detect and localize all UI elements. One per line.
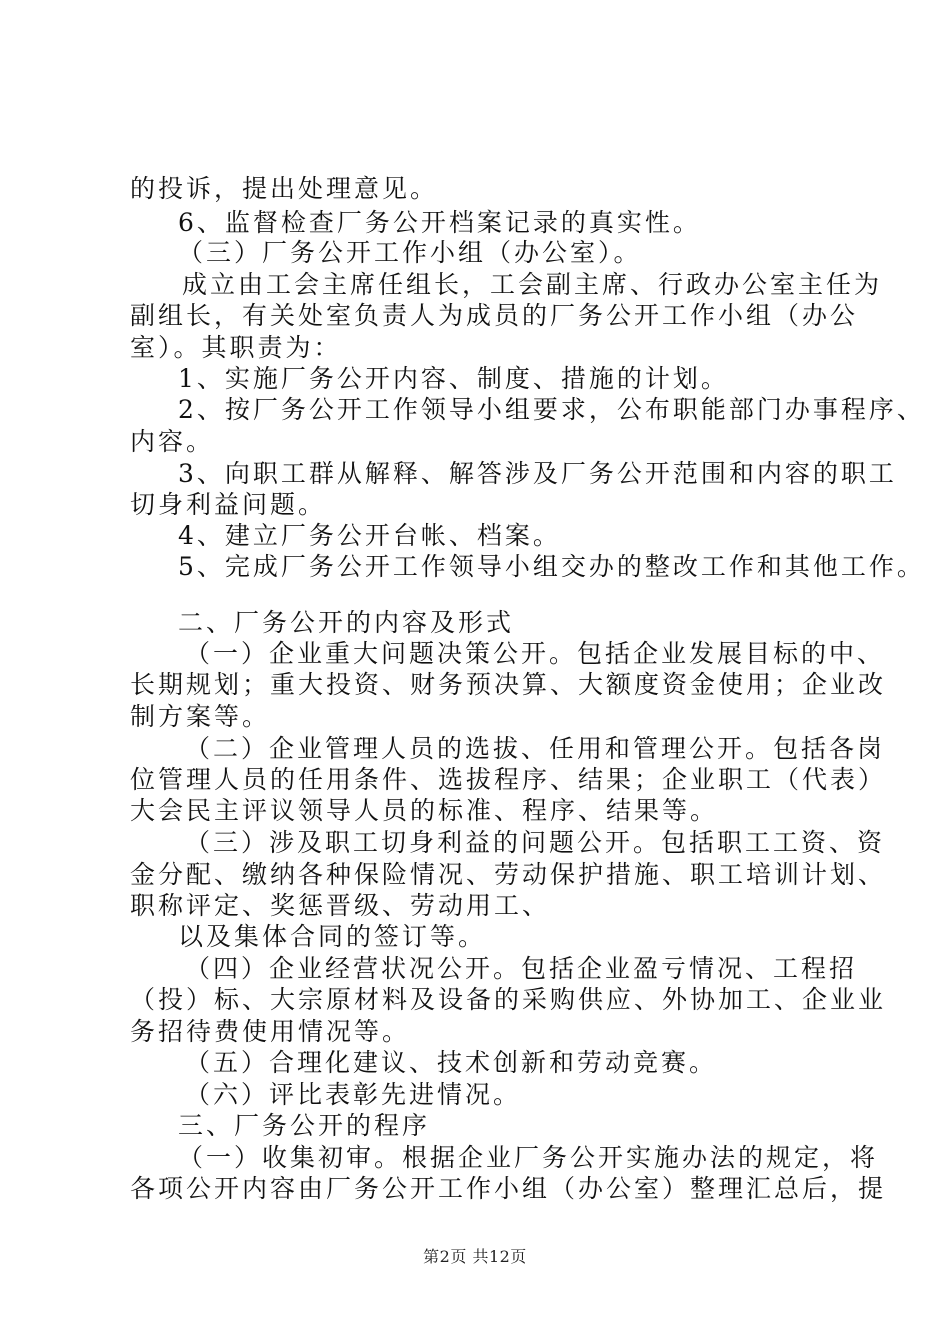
text-line: 切身利益问题。 <box>130 490 327 519</box>
text-line: 4、建立厂务公开台帐、档案。 <box>178 521 561 550</box>
text-line: 位管理人员的任用条件、选拔程序、结果；企业职工（代表） <box>130 765 887 794</box>
page-number: 第2页 共12页 <box>423 1247 527 1266</box>
text-line: 长期规划；重大投资、财务预决算、大额度资金使用；企业改 <box>130 670 887 699</box>
text-line: （三）涉及职工切身利益的问题公开。包括职工工资、资 <box>185 828 886 857</box>
text-line: 各项公开内容由厂务公开工作小组（办公室）整理汇总后，提 <box>130 1174 887 1203</box>
section-heading: 二、厂务公开的内容及形式 <box>178 608 515 637</box>
text-line: 务招待费使用情况等。 <box>130 1017 411 1046</box>
text-line: 6、监督检查厂务公开档案记录的真实性。 <box>178 208 701 237</box>
text-line: 职称评定、奖惩晋级、劳动用工、 <box>130 891 551 920</box>
text-line: （三）厂务公开工作小组（办公室）。 <box>178 238 642 267</box>
page-footer <box>0 1244 950 1267</box>
text-line: （四）企业经营状况公开。包括企业盈亏情况、工程招 <box>185 954 858 983</box>
text-line: 副组长，有关处室负责人为成员的厂务公开工作小组（办公 <box>130 301 859 330</box>
text-line: 的投诉，提出处理意见。 <box>130 174 439 203</box>
text-line: 以及集体合同的签订等。 <box>178 922 487 951</box>
text-line: 3、向职工群从解释、解答涉及厂务公开范围和内容的职工 <box>178 459 897 488</box>
text-line: 室）。其职责为： <box>130 333 342 362</box>
section-heading: 三、厂务公开的程序 <box>178 1111 431 1140</box>
text-line: 5、完成厂务公开工作领导小组交办的整改工作和其他工作。 <box>178 552 925 581</box>
text-line: （二）企业管理人员的选拔、任用和管理公开。包括各岗 <box>185 734 886 763</box>
text-line: 成立由工会主席任组长，工会副主席、行政办公室主任为 <box>182 270 883 299</box>
text-line: 制方案等。 <box>130 702 271 731</box>
text-line: （一）收集初审。根据企业厂务公开实施办法的规定，将 <box>178 1143 879 1172</box>
text-line: 1、实施厂务公开内容、制度、措施的计划。 <box>178 364 729 393</box>
text-line: （五）合理化建议、技术创新和劳动竞赛。 <box>185 1048 718 1077</box>
text-line: 金分配、缴纳各种保险情况、劳动保护措施、职工培训计划、 <box>130 860 887 889</box>
text-line: 大会民主评议领导人员的标准、程序、结果等。 <box>130 796 719 825</box>
text-line: （六）评比表彰先进情况。 <box>185 1080 522 1109</box>
text-line: 2、按厂务公开工作领导小组要求，公布职能部门办事程序、 <box>178 395 925 424</box>
text-line: （投）标、大宗原材料及设备的采购供应、外协加工、企业业 <box>130 985 887 1014</box>
text-line: 内容。 <box>130 427 215 456</box>
text-line: （一）企业重大问题决策公开。包括企业发展目标的中、 <box>185 639 886 668</box>
